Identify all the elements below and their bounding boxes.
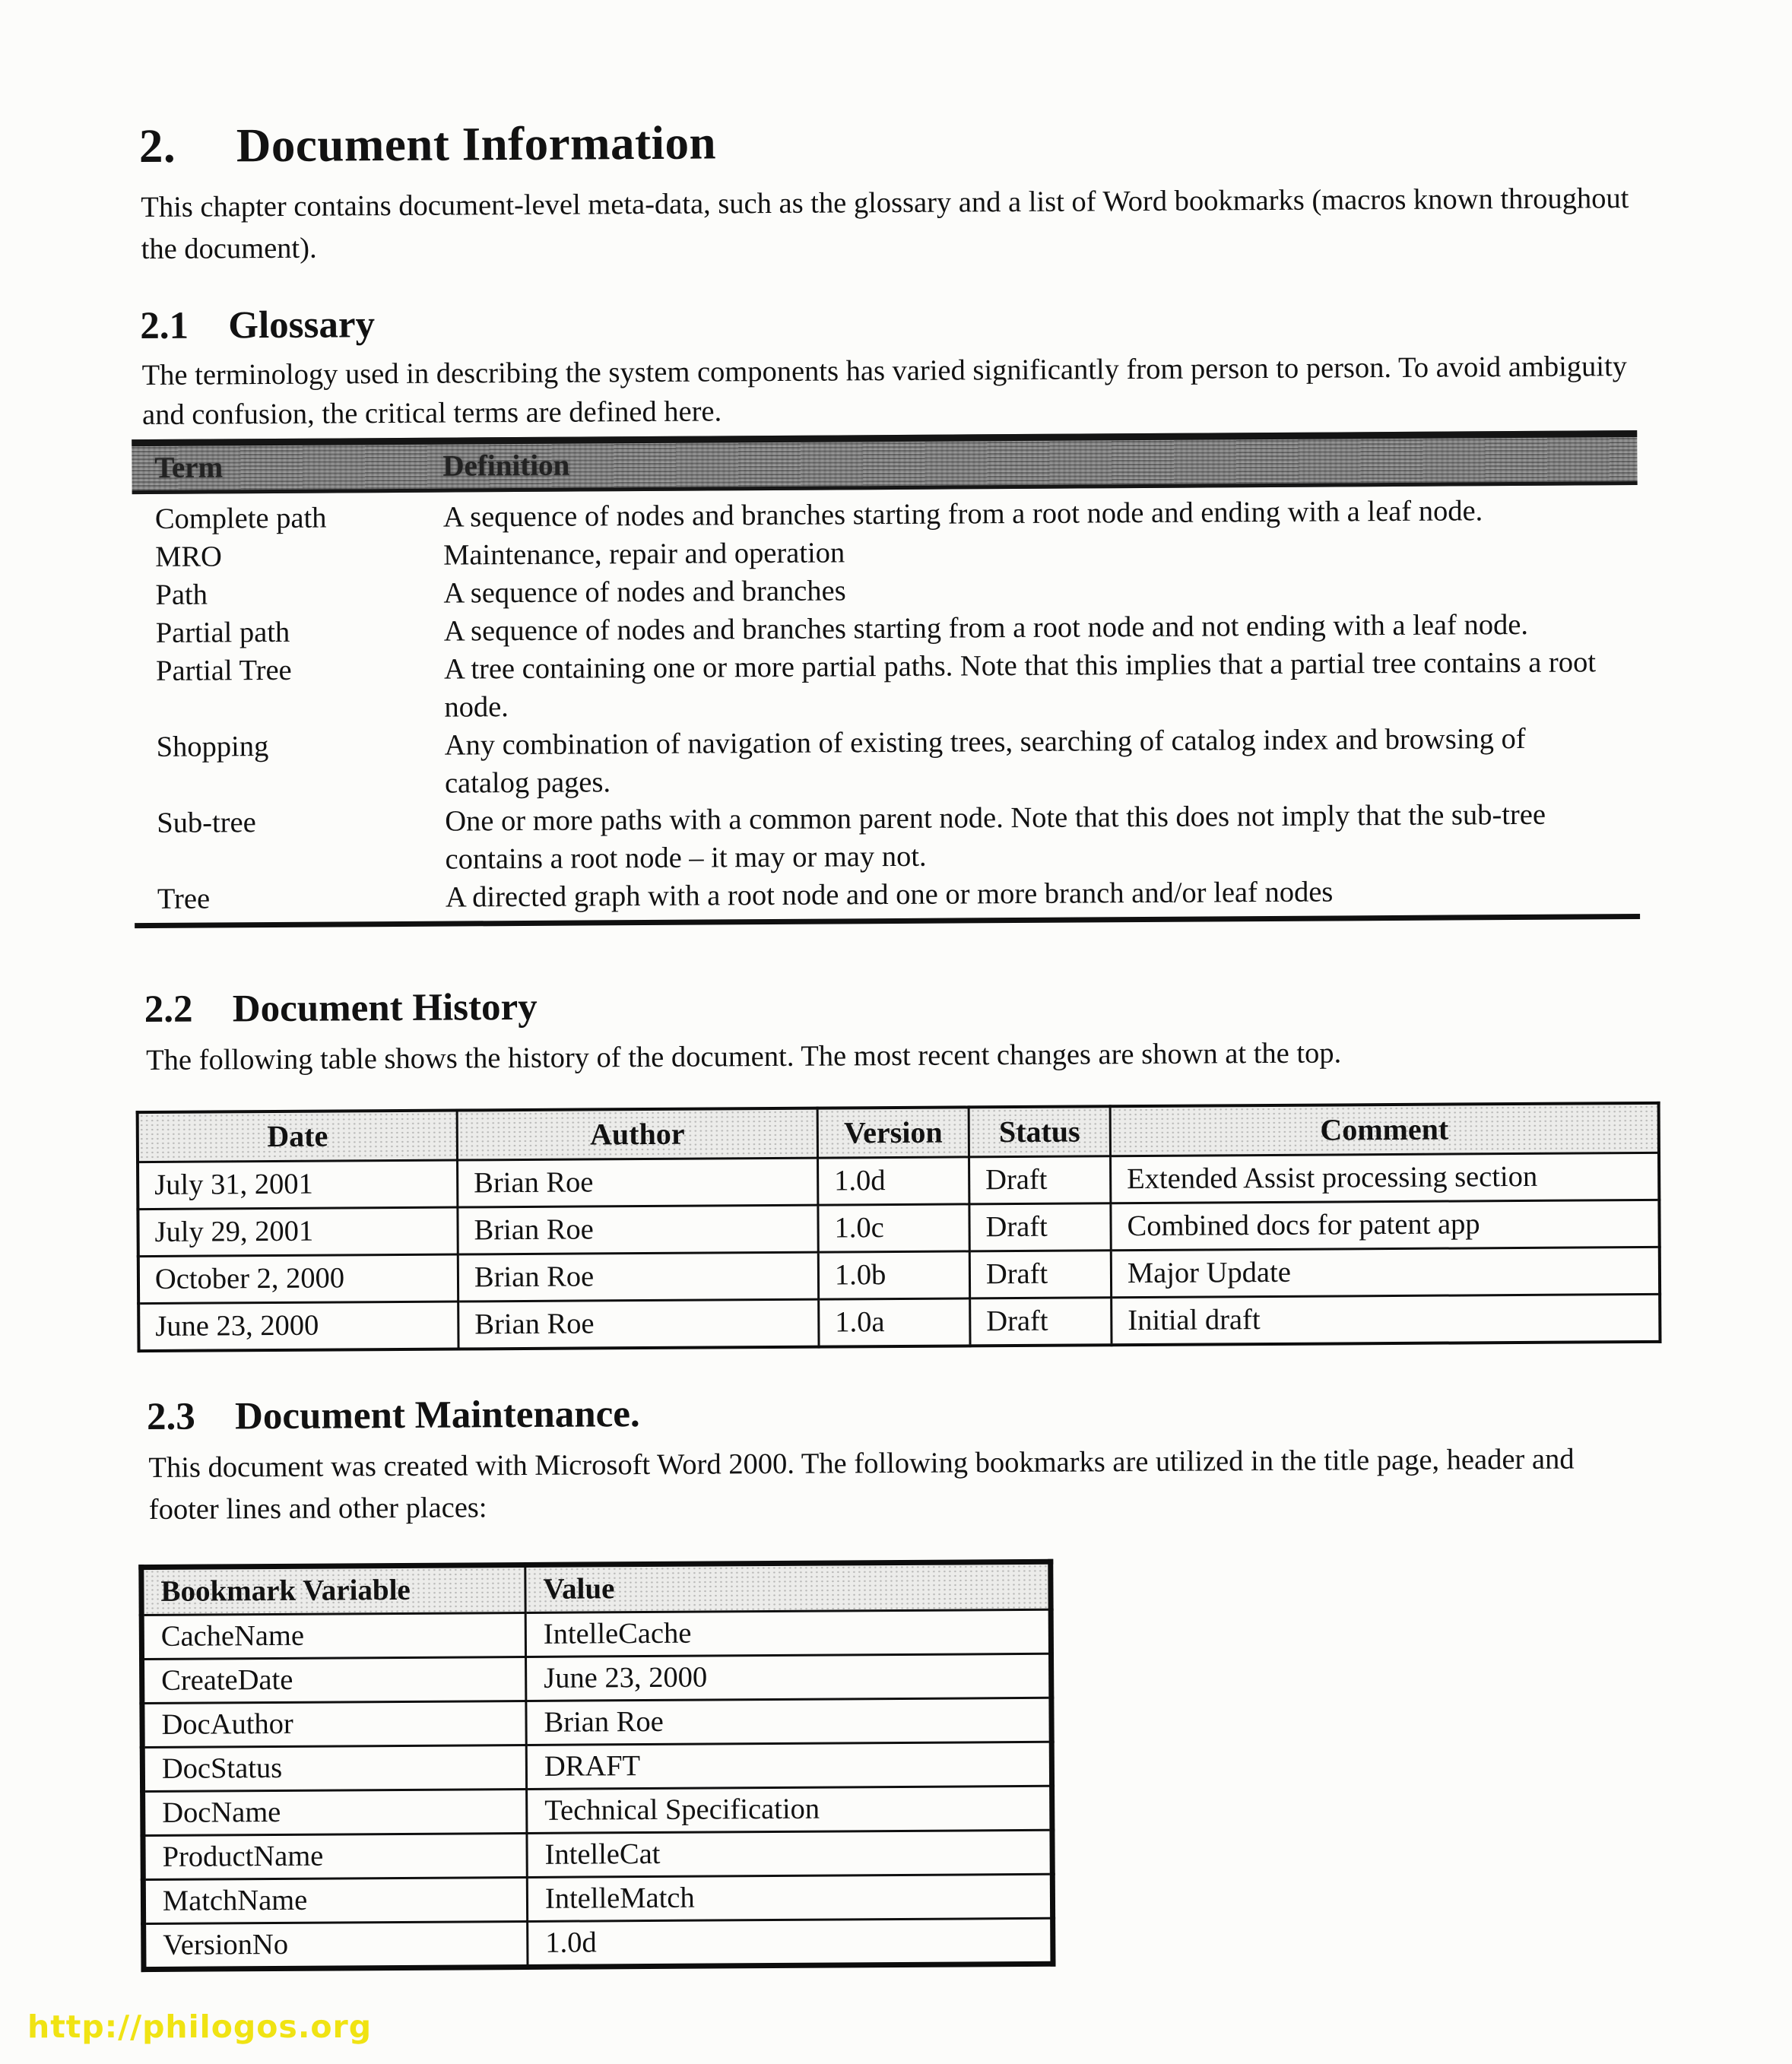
glossary-term: Path [155, 579, 208, 611]
history-author: Brian Roe [458, 1299, 819, 1349]
bookmark-row [143, 1830, 1052, 1879]
glossary-term: Partial Tree [155, 654, 292, 687]
chapter-heading [139, 109, 1787, 174]
bookmark-row [144, 1918, 1053, 1969]
history-author: Brian Roe [458, 1252, 818, 1301]
glossary-definition: Maintenance, repair and operation [443, 536, 845, 572]
bookmark-value: IntelleCache [525, 1609, 1051, 1657]
bookmark-value: DRAFT [526, 1742, 1051, 1789]
glossary-term: Partial path [155, 616, 290, 649]
history-row [138, 1294, 1660, 1351]
history-author: Brian Roe [458, 1158, 818, 1207]
history-header-date: Date [138, 1110, 458, 1162]
glossary-header-definition: Definition [442, 449, 570, 483]
history-comment: Initial draft [1112, 1294, 1660, 1345]
history-date: October 2, 2000 [138, 1254, 458, 1304]
glossary-term: Tree [157, 883, 211, 915]
glossary-heading-title: Glossary [228, 303, 376, 347]
glossary-row [135, 871, 1640, 918]
history-header-comment: Comment [1110, 1103, 1659, 1156]
glossary-row [133, 643, 1639, 728]
history-author: Brian Roe [458, 1205, 818, 1254]
bookmark-variable: CacheName [141, 1612, 525, 1659]
chapter-intro-paragraph: This chapter contains document-level meta-data, such as the glossary and a list of Word bookmarks (macros known throughout the document). [141, 182, 1629, 266]
glossary-definition: A sequence of nodes and branches starting from a root node and ending with a leaf node. [442, 494, 1483, 534]
bookmark-value: Brian Roe [526, 1698, 1051, 1745]
bookmark-row [142, 1698, 1051, 1747]
bookmark-value: Technical Specification [527, 1786, 1052, 1833]
glossary-definition: Any combination of navigation of existing trees, searching of catalog index and browsing of catalog pages. [444, 722, 1526, 800]
bookmark-value: 1.0d [528, 1918, 1053, 1967]
history-heading-title: Document History [232, 985, 538, 1030]
bookmark-variable: DocAuthor [142, 1701, 526, 1747]
history-version: 1.0d [818, 1157, 969, 1205]
glossary-heading [140, 294, 1787, 349]
history-heading [144, 977, 1792, 1032]
bookmark-variable: VersionNo [144, 1921, 528, 1969]
bookmark-variable: CreateDate [142, 1657, 526, 1703]
bookmark-row [141, 1609, 1051, 1659]
glossary-row [134, 795, 1640, 880]
glossary-table-header [132, 430, 1637, 494]
bookmark-table [138, 1559, 1055, 1972]
history-header-row [138, 1103, 1659, 1162]
history-version: 1.0b [818, 1251, 969, 1299]
glossary-definition: A sequence of nodes and branches starting from a root node and not ending with a leaf node. [443, 608, 1529, 648]
history-status: Draft [969, 1251, 1111, 1298]
history-comment: Major Update [1111, 1247, 1660, 1297]
bookmark-header-row [141, 1561, 1051, 1615]
chapter-title: Document Information [236, 116, 717, 173]
bookmark-variable: MatchName [143, 1877, 527, 1923]
glossary-table [132, 430, 1640, 928]
bookmark-variable: DocStatus [142, 1745, 526, 1791]
chapter-number: 2. [138, 119, 176, 173]
glossary-definition: One or more paths with a common parent node. Note that this does not imply that the sub-tree contains a root node – it may or may not. [445, 798, 1546, 876]
bookmark-header-value: Value [525, 1561, 1051, 1612]
glossary-heading-number: 2.1 [140, 305, 189, 348]
history-intro-paragraph: The following table shows the history of the document. The most recent changes are shown at the top. [146, 1037, 1342, 1076]
maintenance-heading-number: 2.3 [146, 1395, 195, 1438]
history-date: June 23, 2000 [138, 1301, 458, 1351]
bookmark-row [143, 1874, 1052, 1923]
history-status: Draft [969, 1203, 1111, 1251]
bookmark-row [142, 1742, 1051, 1791]
maintenance-heading [147, 1385, 1792, 1440]
history-header-author: Author [457, 1108, 817, 1159]
history-comment: Combined docs for patent app [1111, 1200, 1660, 1250]
bookmark-value: IntelleMatch [527, 1874, 1052, 1921]
glossary-header-term: Term [154, 451, 224, 485]
glossary-intro-paragraph: The terminology used in describing the system components has varied significantly from person to person. To avoid ambiguity and confusion, the critical terms are defined here. [141, 350, 1628, 431]
glossary-row [134, 719, 1640, 804]
glossary-table-body [132, 485, 1640, 923]
history-header-version: Version [817, 1107, 969, 1158]
history-date: July 29, 2001 [138, 1207, 458, 1257]
bookmark-variable: ProductName [143, 1833, 527, 1879]
maintenance-heading-title: Document Maintenance. [234, 1392, 640, 1438]
history-header-status: Status [969, 1106, 1110, 1157]
history-status: Draft [970, 1298, 1112, 1346]
bookmark-row [143, 1786, 1052, 1835]
glossary-term: Complete path [154, 502, 327, 535]
history-comment: Extended Assist processing section [1111, 1152, 1660, 1203]
philogos-watermark: http://philogos.org [27, 2009, 373, 2045]
glossary-term: MRO [155, 540, 223, 573]
history-status: Draft [969, 1156, 1111, 1204]
glossary-term: Sub-tree [157, 806, 256, 839]
bookmark-header-variable: Bookmark Variable [141, 1565, 525, 1615]
document-history-table [136, 1102, 1662, 1352]
history-version: 1.0a [819, 1298, 970, 1347]
bookmark-value: June 23, 2000 [526, 1653, 1051, 1701]
history-version: 1.0c [818, 1204, 969, 1252]
maintenance-intro-paragraph: This document was created with Microsoft Word 2000. The following bookmarks are utilized in the title page, header and footer lines and other places: [148, 1443, 1575, 1526]
glossary-term: Shopping [156, 730, 269, 763]
bookmark-value: IntelleCat [527, 1830, 1052, 1877]
history-heading-number: 2.2 [144, 988, 193, 1031]
glossary-definition: A directed graph with a root node and one or more branch and/or leaf nodes [445, 876, 1334, 914]
bookmark-variable: DocName [143, 1789, 527, 1835]
glossary-definition: A sequence of nodes and branches [443, 574, 846, 610]
history-date: July 31, 2001 [138, 1160, 458, 1210]
bookmark-row [142, 1653, 1051, 1703]
glossary-definition: A tree containing one or more partial paths. Note that this implies that a partial tree contains a root node. [443, 645, 1597, 724]
